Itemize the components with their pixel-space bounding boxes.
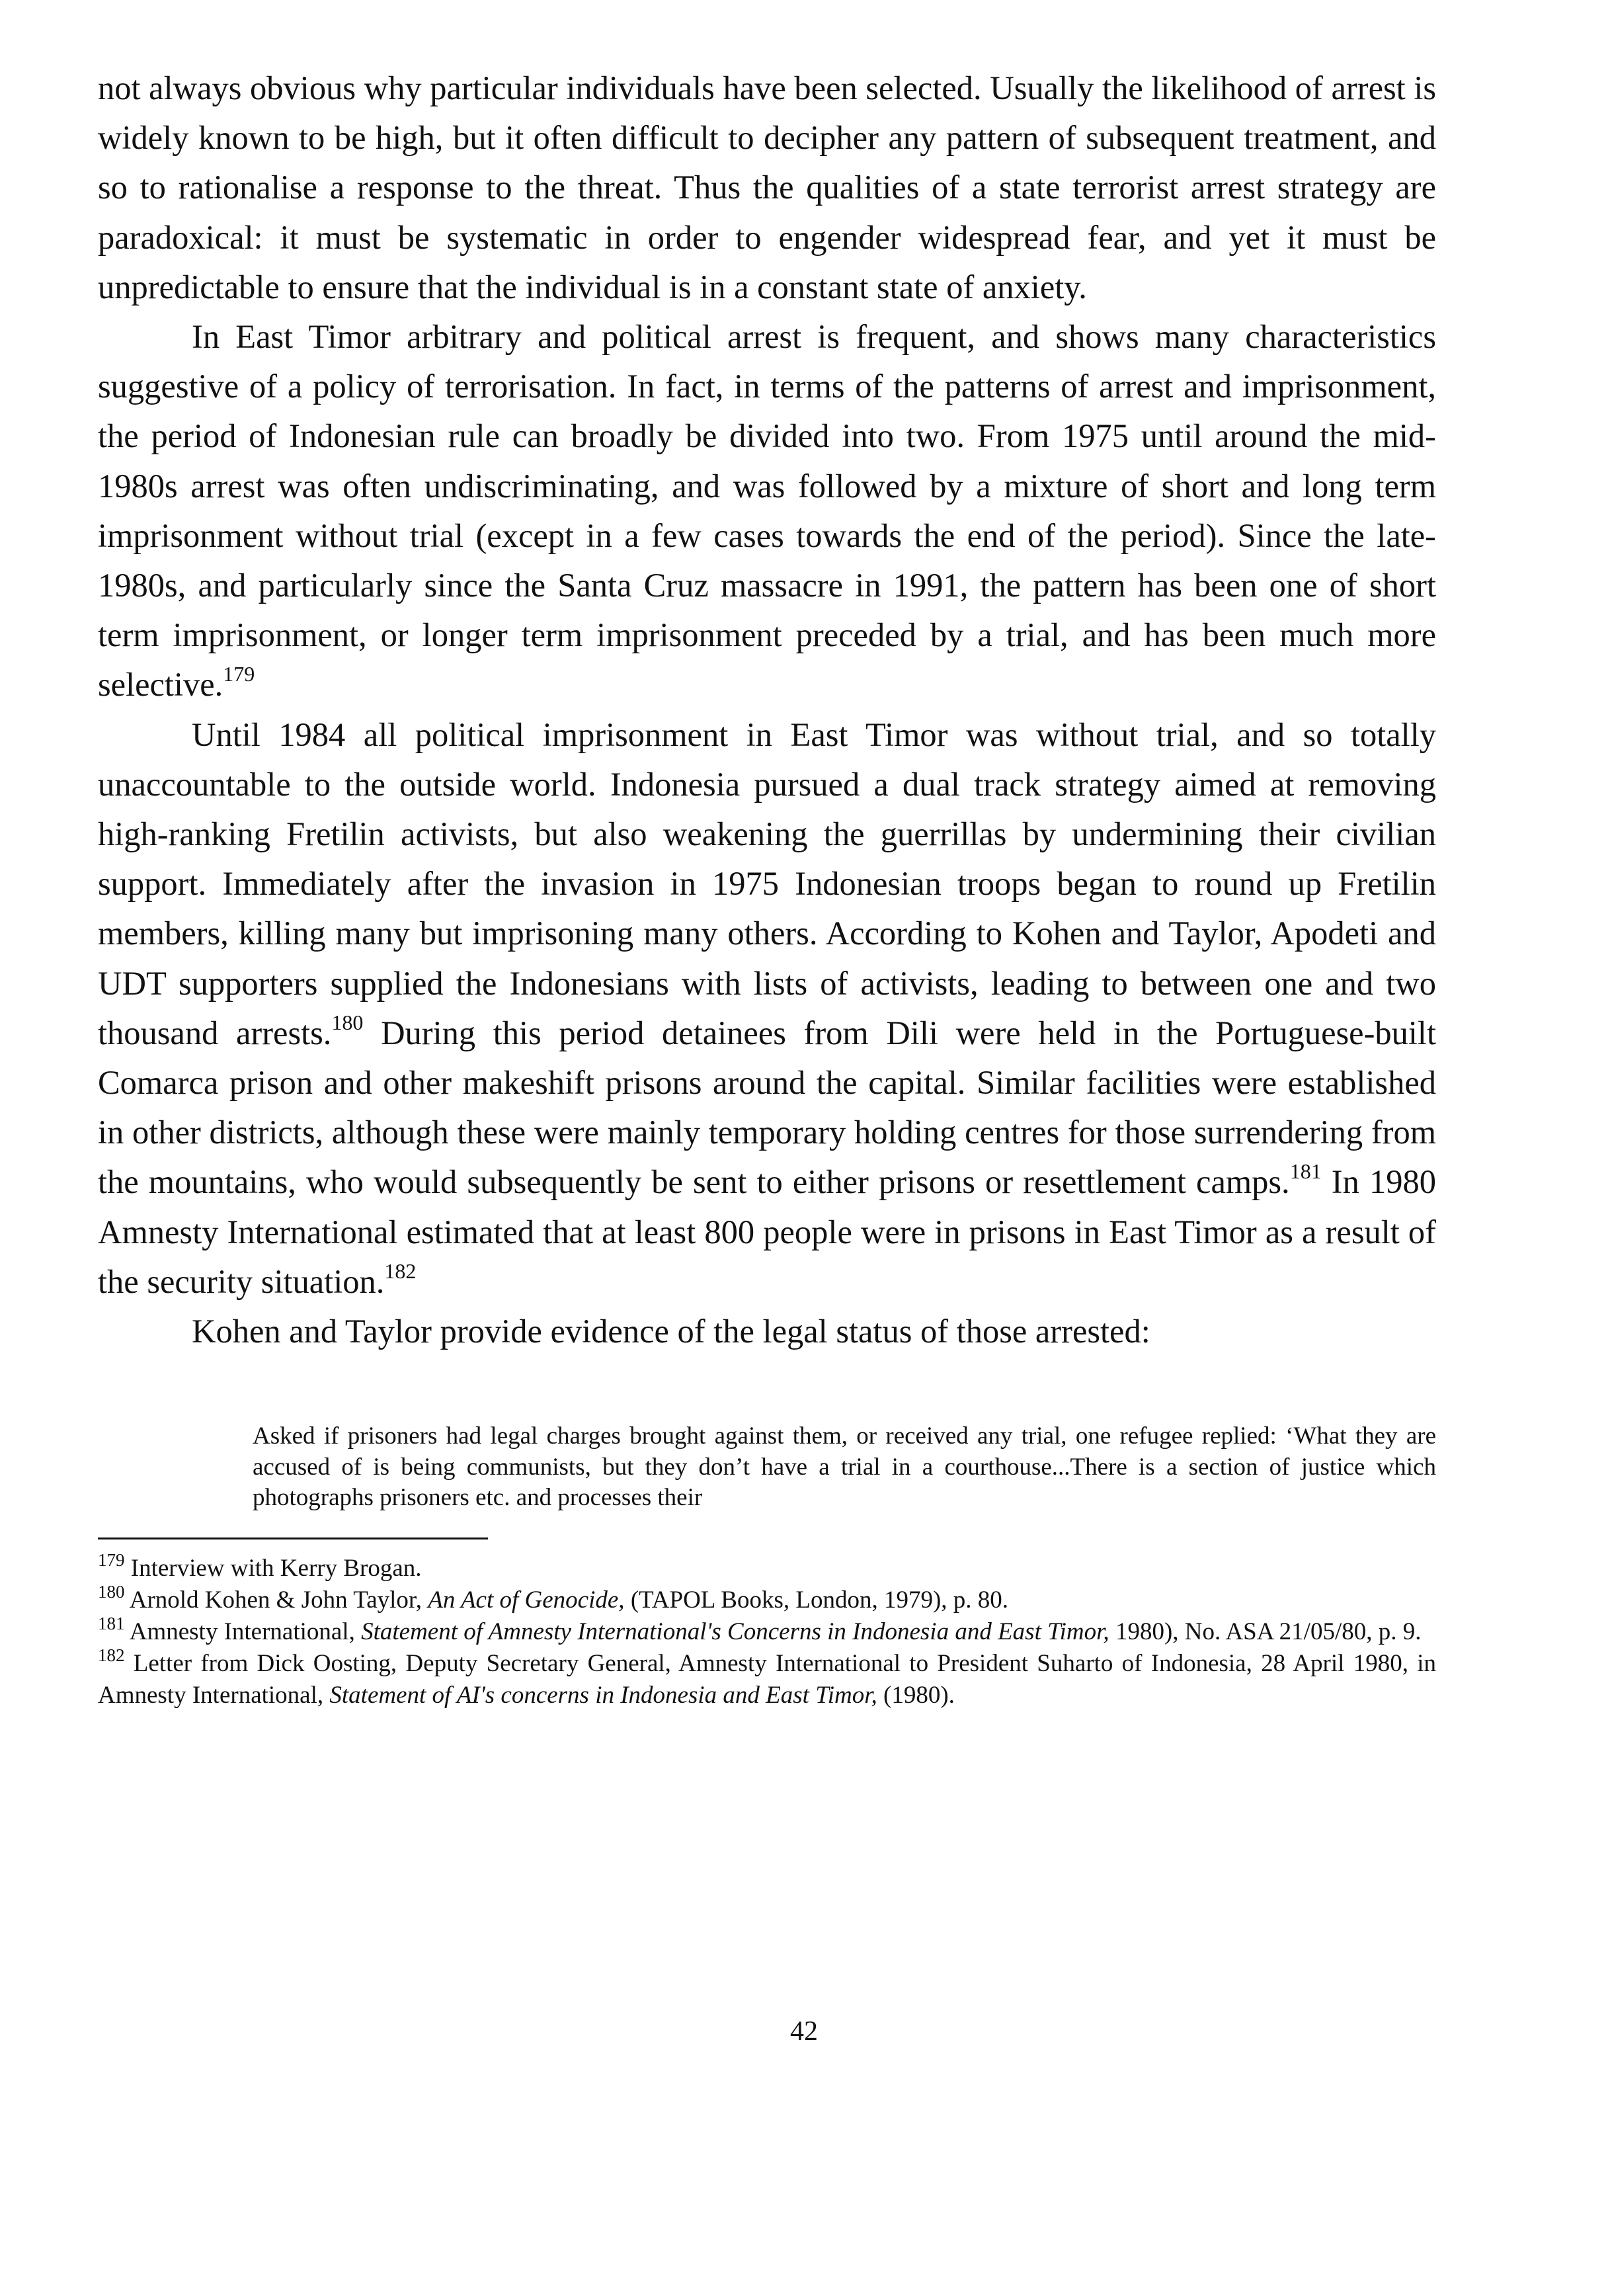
page-number: 42 bbox=[790, 2016, 818, 2047]
footnote-179 bbox=[98, 1549, 1436, 1584]
paragraph-text: In East Timor arbitrary and political arrest is frequent, and shows many characteristics suggestive of a policy of terrorisation. In fact, in terms of the patterns of arrest and imprisonment, the period of Indonesian rule can broadly be divided into two. From 1975 until around the mid-1980s arrest was often undiscriminating, and was followed by a mixture of short and long term imprisonment without trial (except in a few cases towards the end of the period). Since the late-1980s, and particularly since the Santa Cruz massacre in 1991, the pattern has been one of short term imprisonment, or longer term imprisonment preceded by a trial, and has been much more selective. bbox=[98, 318, 1436, 704]
footnote-ref-179: 179 bbox=[223, 662, 255, 686]
footnote-182 bbox=[98, 1645, 1436, 1711]
block-quote: Asked if prisoners had legal charges brought against them, or received any trial, one refugee replied: ‘What they are accused of is being communists, but they don’t have a trial in a courthouse...There is a section of justice which photographs prisoners etc. and processes their bbox=[253, 1422, 1436, 1512]
footnote-text: 1980), No. ASA 21/05/80, p. 9. bbox=[1109, 1618, 1422, 1645]
paragraph-text: In 1980 Amnesty International estimated that at least 800 people were in prisons in East Timor as a result of the security situation. bbox=[98, 1163, 1436, 1300]
footnote-text: Amnesty International, bbox=[129, 1618, 362, 1645]
footnote-title: Statement of AI's concerns in Indonesia and East Timor, bbox=[329, 1681, 877, 1709]
footnote-text: Interview with Kerry Brogan. bbox=[130, 1554, 422, 1582]
footnote-text: Letter from Dick Oosting, Deputy Secretary General, Amnesty International to President Suharto of Indonesia, 28 April 1980, in Amnesty International, bbox=[98, 1649, 1436, 1709]
footnote-number: 182 bbox=[98, 1645, 125, 1665]
paragraph-legal-status-intro: Kohen and Taylor provide evidence of the legal status of those arrested: bbox=[192, 1313, 1150, 1350]
paragraph-text: Until 1984 all political imprisonment in East Timor was without trial, and so totally unaccountable to the outside world. Indonesia pursued a dual track strategy aimed at removing high-ranking Fretilin activists, but also weakening the guerrillas by undermining their civilian support. Immediately after the invasion in 1975 Indonesian troops began to round up Fretilin members, killing many but imprisoning many others. According to Kohen and Taylor, Apodeti and UDT supporters supplied the Indonesians with lists of activists, leading to between one and two thousand arrests. bbox=[98, 716, 1436, 1051]
footnote-text: Arnold Kohen & John Taylor, bbox=[129, 1586, 428, 1614]
footnote-text: (TAPOL Books, London, 1979), p. 80. bbox=[624, 1586, 1009, 1614]
footnote-ref-180: 180 bbox=[331, 1010, 364, 1034]
paragraph-east-timor-arrest bbox=[98, 312, 1436, 710]
footnote-ref-181: 181 bbox=[1289, 1159, 1322, 1184]
footnote-divider bbox=[98, 1538, 488, 1539]
footnote-title: An Act of Genocide, bbox=[428, 1586, 625, 1614]
footnote-number: 179 bbox=[98, 1549, 125, 1570]
footnote-ref-182: 182 bbox=[384, 1258, 417, 1283]
footnotes bbox=[98, 1549, 1436, 1711]
paragraph-imprisonment-without-trial bbox=[98, 710, 1436, 1307]
paragraph-text: During this period detainees from Dili were held in the Portuguese-built Comarca prison and other makeshift prisons around the capital. Similar facilities were established in other districts, although these were mainly temporary holding centres for those surrendering from the mountains, who would subsequently be sent to either prisons or resettlement camps. bbox=[98, 1014, 1436, 1201]
footnote-number: 181 bbox=[98, 1613, 125, 1633]
footnote-180 bbox=[98, 1581, 1436, 1616]
footnote-181 bbox=[98, 1613, 1436, 1648]
footnote-title: Statement of Amnesty International's Concerns in Indonesia and East Timor, bbox=[361, 1618, 1109, 1645]
footnote-number: 180 bbox=[98, 1581, 125, 1602]
paragraph-continuation: not always obvious why particular individuals have been selected. Usually the likelihood of arrest is widely known to be high, but it often difficult to decipher any pattern of subsequent treatment, and so to rationalise a response to the threat. Thus the qualities of a state terrorist arrest strategy are paradoxical: it must be systematic in order to engender widespread fear, and yet it must be unpredictable to ensure that the individual is in a constant state of anxiety. bbox=[98, 69, 1436, 306]
footnote-text: (1980). bbox=[877, 1681, 955, 1709]
document-page bbox=[98, 63, 1436, 1711]
